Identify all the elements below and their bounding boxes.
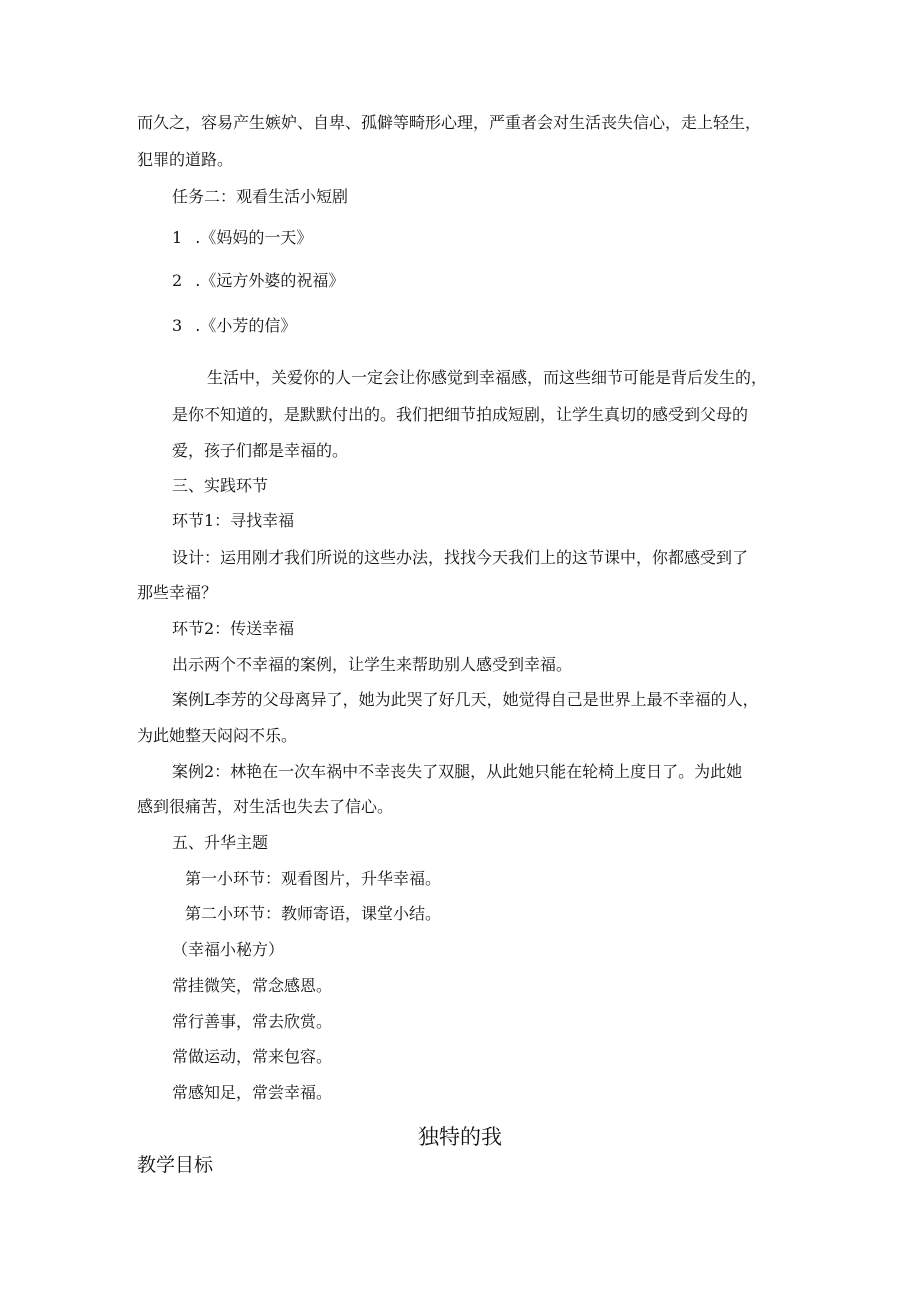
paragraph-line: 案例2：林艳在一次车祸中不幸丧失了双腿，从此她只能在轮椅上度日了。为此她 — [172, 762, 743, 781]
secret-title: （幸福小秘方） — [172, 940, 285, 959]
list-item — [172, 316, 296, 336]
list-text: .《妈妈的一天》 — [195, 228, 313, 247]
task-heading: 任务二：观看生活小短剧 — [172, 187, 349, 206]
list-item — [172, 271, 344, 291]
paragraph-line: 设计：运用刚才我们所说的这些办法，找找今天我们上的这节课中，你都感受到了 — [172, 548, 749, 567]
list-number: 3 — [172, 316, 183, 335]
secret-line: 常挂微笑，常念感恩。 — [172, 976, 333, 995]
lesson-title: 独特的我 — [418, 1125, 502, 1149]
paragraph-line: 犯罪的道路。 — [137, 150, 234, 169]
objectives-heading: 教学目标 — [137, 1154, 214, 1176]
paragraph-line: 感到很痛苦，对生活也失去了信心。 — [137, 797, 394, 816]
sub-item: 第二小环节：教师寄语，课堂小结。 — [185, 904, 442, 923]
section-heading: 五、升华主题 — [172, 833, 269, 852]
section-heading: 三、实践环节 — [172, 476, 269, 495]
paragraph-line: 那些幸福？ — [137, 583, 218, 602]
list-text: .《远方外婆的祝福》 — [195, 271, 345, 290]
paragraph-line: 案例L李芳的父母离异了，她为此哭了好几天，她觉得自己是世界上最不幸福的人， — [172, 690, 759, 709]
paragraph-line: 为此她整天闷闷不乐。 — [137, 726, 298, 745]
paragraph-line: 而久之，容易产生嫉妒、自卑、孤僻等畸形心理，严重者会对生活丧失信心，走上轻生， — [137, 113, 762, 132]
paragraph-line: 出示两个不幸福的案例，让学生来帮助别人感受到幸福。 — [172, 655, 573, 674]
step-heading: 环节2：传送幸福 — [172, 619, 295, 638]
sub-item: 第一小环节：观看图片，升华幸福。 — [185, 869, 442, 888]
step-heading: 环节1：寻找幸福 — [172, 511, 295, 530]
list-text: .《小芳的信》 — [195, 316, 297, 335]
paragraph-line: 生活中，关爱你的人一定会让你感觉到幸福感，而这些细节可能是背后发生的， — [207, 368, 768, 387]
paragraph-line: 爱，孩子们都是幸福的。 — [172, 441, 349, 460]
list-item — [172, 228, 312, 248]
list-number: 1 — [172, 228, 183, 247]
secret-line: 常感知足，常尝幸福。 — [172, 1083, 333, 1102]
paragraph-line: 是你不知道的，是默默付出的。我们把细节拍成短剧，让学生真切的感受到父母的 — [172, 405, 749, 424]
secret-line: 常行善事，常去欣赏。 — [172, 1012, 333, 1031]
list-number: 2 — [172, 271, 183, 290]
secret-line: 常做运动，常来包容。 — [172, 1047, 333, 1066]
